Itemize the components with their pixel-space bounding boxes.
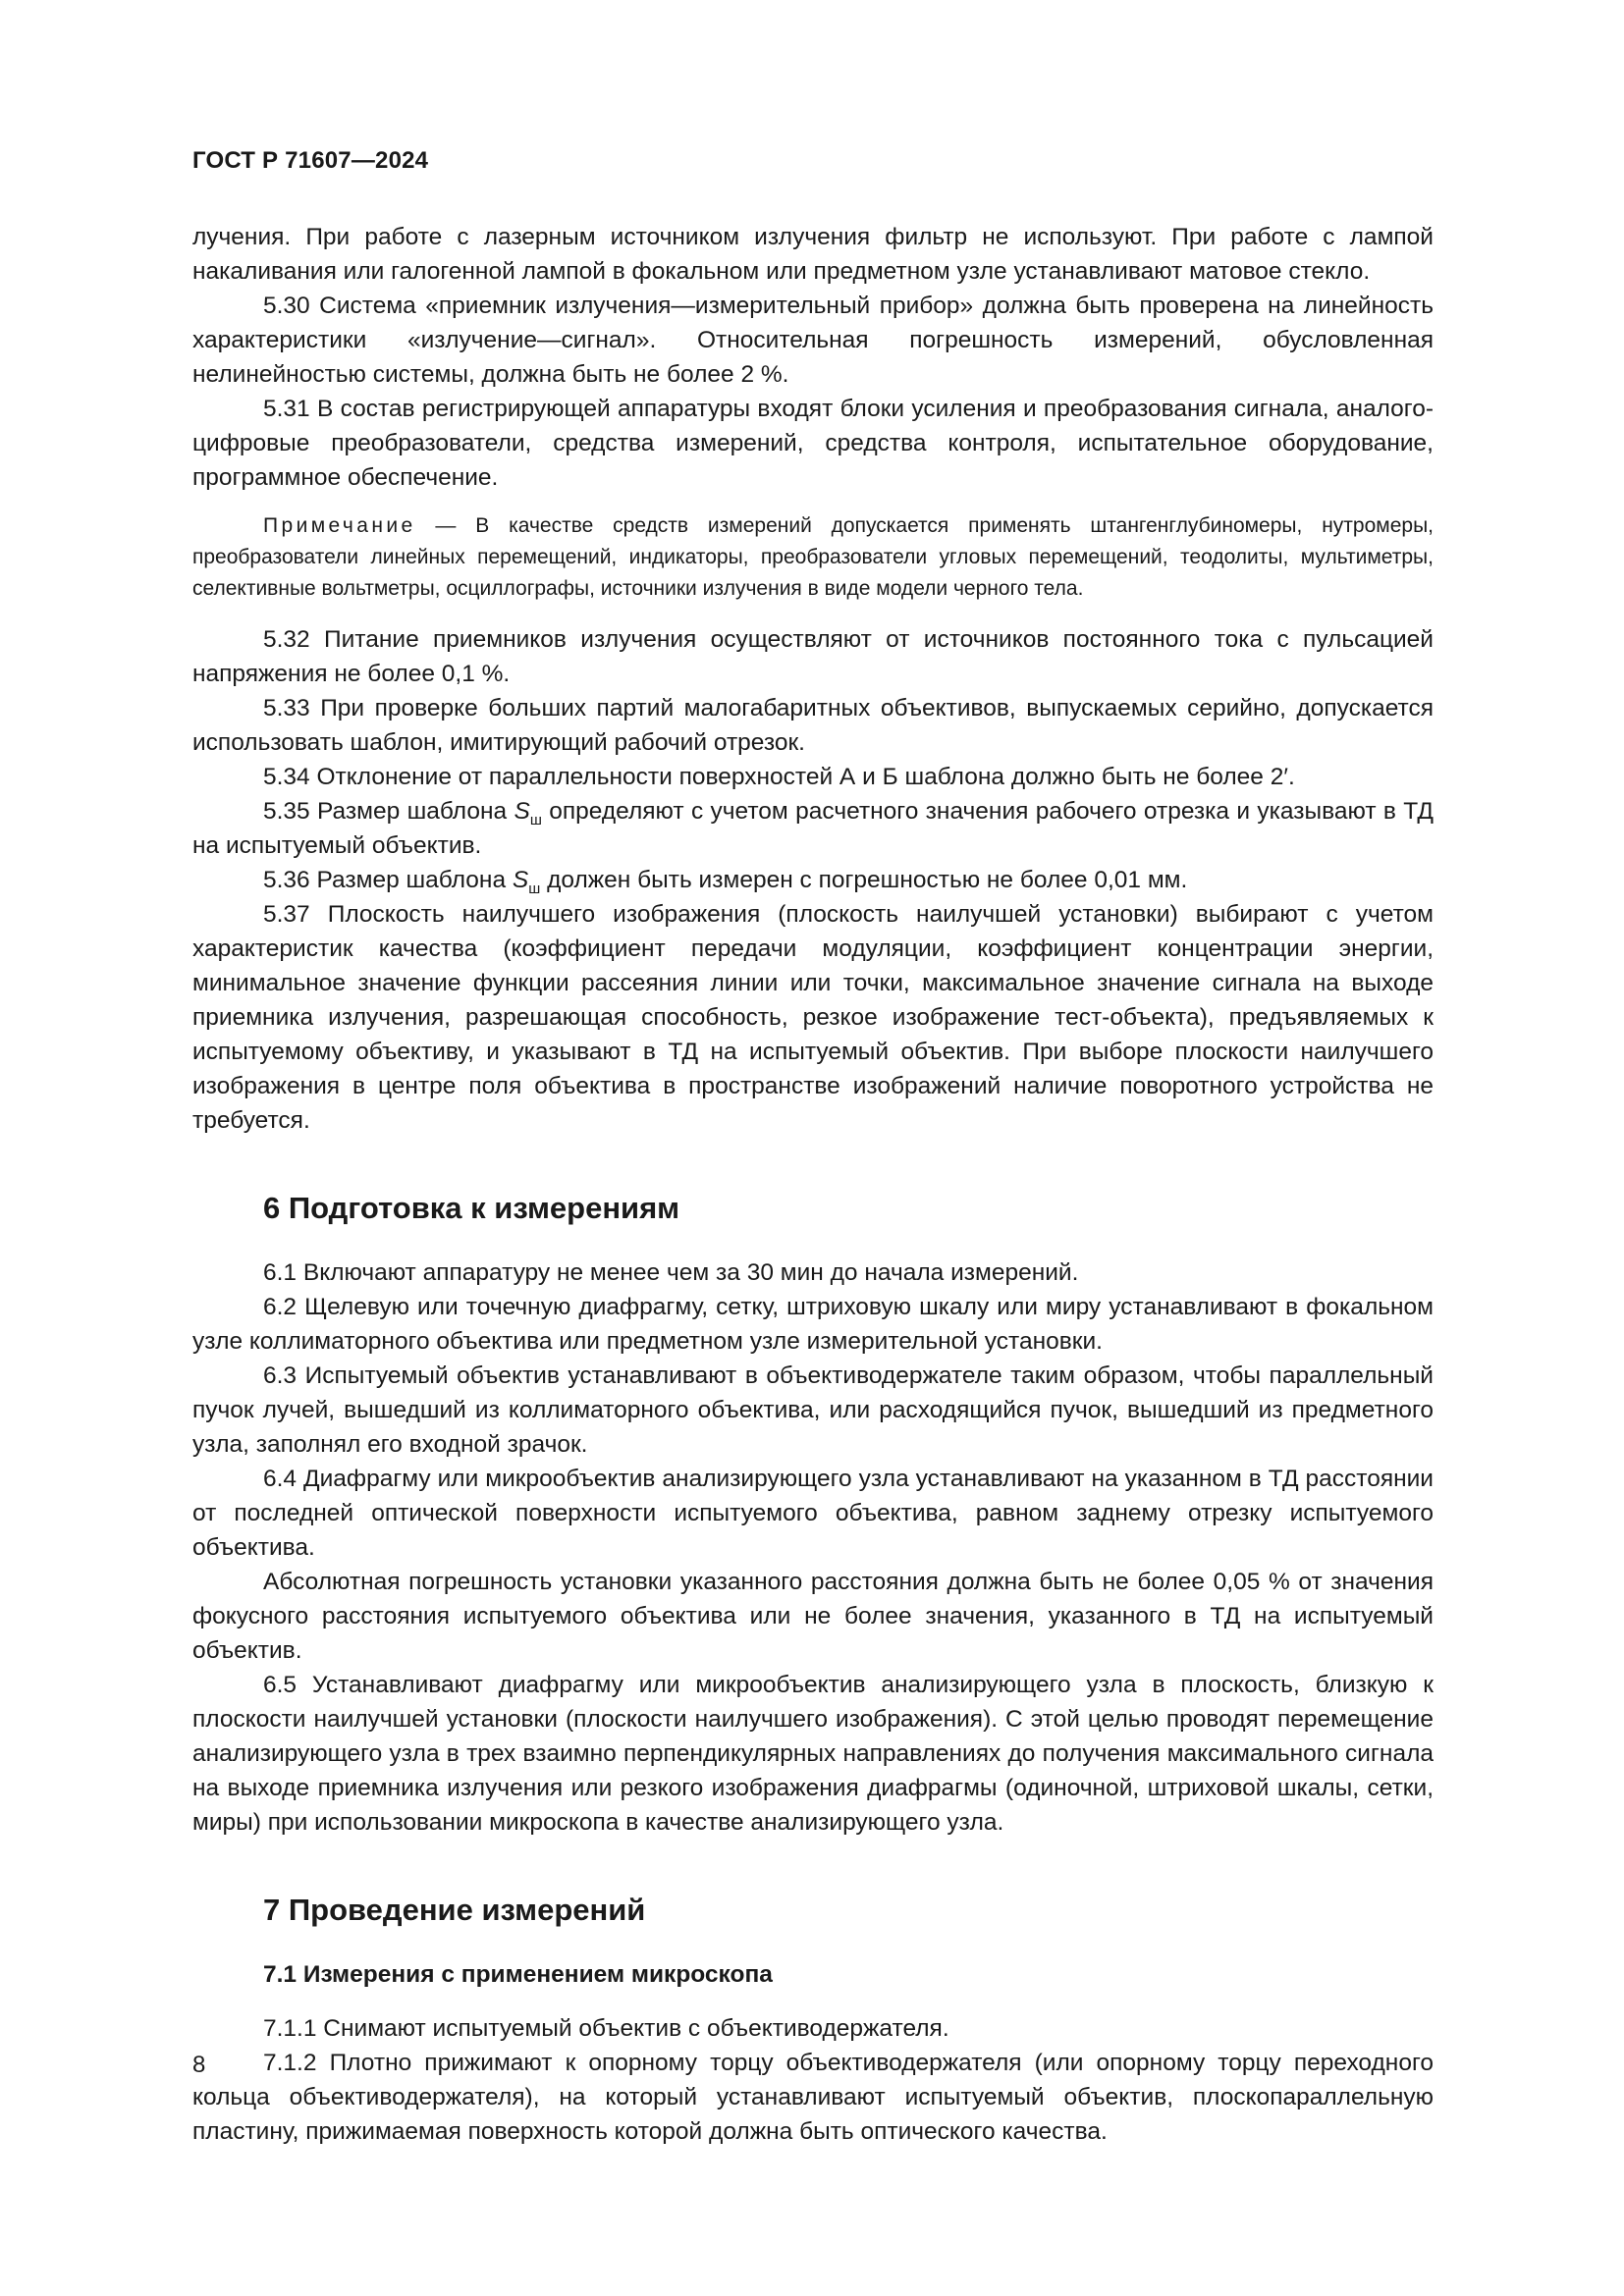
- paragraph-5-37: 5.37 Плоскость наилучшего изображения (плоскость наилучшей установки) выбирают с учетом характеристик качества (коэффициент передачи модуляции, коэффициент концентрации энергии, минимальное значение функции рассеяния линии или точки, максимальное значение сигнала на выходе приемника излучения, разрешающая способность, резкое изображение тест-объекта), предъявляемых к испытуемому объективу, и указывают в ТД на испытуемый объектив. При выборе плоскости наилучшего изображения в центре поля объектива в пространстве изображений наличие поворотного устройства не требуется.: [192, 901, 1434, 1134]
- paragraph-5-36-post: должен быть измерен с погрешностью не более 0,01 мм.: [540, 867, 1188, 893]
- template-size-subscript: ш: [529, 811, 542, 828]
- paragraph-6-2: 6.2 Щелевую или точечную диафрагму, сетку, штриховую шкалу или миру устанавливают в фокальном узле коллиматорного объектива или предметном узле измерительной установки.: [192, 1294, 1434, 1355]
- paragraph-5-36-pre: 5.36 Размер шаблона: [263, 867, 513, 893]
- template-size-symbol: S: [512, 867, 529, 893]
- section-7-heading: 7 Проведение измерений: [263, 1893, 646, 1927]
- document-body: [192, 220, 1434, 2149]
- paragraph-5-34: 5.34 Отклонение от параллельности поверхностей А и Б шаблона должно быть не более 2′.: [263, 764, 1295, 790]
- paragraph-6-5: 6.5 Устанавливают диафрагму или микрообъектив анализирующего узла в плоскость, близкую к плоскости наилучшей установки (плоскости наилучшего изображения). С этой целью проводят перемещение анализирующего узла в трех взаимно перпендикулярных направлениях до получения максимального сигнала на выходе приемника излучения или резкого изображения диафрагмы (одиночной, штриховой шкалы, сетки, миры) при использовании микроскопа в качестве анализирующего узла.: [192, 1672, 1434, 1836]
- subsection-7-1-heading: 7.1 Измерения с применением микроскопа: [263, 1961, 773, 1988]
- paragraph-5-35-pre: 5.35 Размер шаблона: [263, 798, 514, 825]
- note-text: — В качестве средств измерений допускается применять штангенглубиномеры, нутромеры, преобразователи линейных перемещений, индикаторы, преобразователи угловых перемещений, теодолиты, мультиметры, селективные вольтметры, осциллографы, источники излучения в виде модели черного тела.: [192, 514, 1434, 600]
- note-label: Примечание: [263, 514, 416, 537]
- page-number: 8: [192, 2052, 206, 2078]
- template-size-subscript: ш: [528, 880, 541, 897]
- paragraph-7-1-1: 7.1.1 Снимают испытуемый объектив с объективодержателя.: [263, 2015, 949, 2042]
- paragraph-6-1: 6.1 Включают аппаратуру не менее чем за 30 мин до начала измерений.: [263, 1259, 1079, 1286]
- paragraph-5-32: 5.32 Питание приемников излучения осуществляют от источников постоянного тока с пульсацией напряжения не более 0,1 %.: [192, 626, 1434, 687]
- paragraph-6-3: 6.3 Испытуемый объектив устанавливают в объективодержателе таким образом, чтобы параллельный пучок лучей, вышедший из коллиматорного объектива, или расходящийся пучок, вышедший из предметного узла, заполнял его входной зрачок.: [192, 1362, 1434, 1458]
- note-block: [192, 510, 1434, 605]
- paragraph-6-4: 6.4 Диафрагму или микрообъектив анализирующего узла устанавливают на указанном в ТД расстоянии от последней оптической поверхности испытуемого объектива, равном заднему отрезку испытуемого объектива.: [192, 1466, 1434, 1561]
- paragraph-5-36: [192, 863, 1434, 897]
- paragraph-5-35-post: определяют с учетом расчетного значения рабочего отрезка и указывают в ТД на испытуемый объектив.: [192, 798, 1434, 859]
- paragraph-5-30: 5.30 Система «приемник излучения—измерительный прибор» должна быть проверена на линейность характеристики «излучение—сигнал». Относительная погрешность измерений, обусловленная нелинейностью системы, должна быть не более 2 %.: [192, 293, 1434, 388]
- paragraph-continuation: лучения. При работе с лазерным источником излучения фильтр не используют. При работе с лампой накаливания или галогенной лампой в фокальном или предметном узле устанавливают матовое стекло.: [192, 224, 1434, 285]
- paragraph-5-35: [192, 794, 1434, 863]
- paragraph-5-31: 5.31 В состав регистрирующей аппаратуры входят блоки усиления и преобразования сигнала, аналого-цифровые преобразователи, средства измерений, средства контроля, испытательное оборудование, программное обеспечение.: [192, 396, 1434, 491]
- paragraph-7-1-2: 7.1.2 Плотно прижимают к опорному торцу объективодержателя (или опорному торцу переходного кольца объективодержателя), на который устанавливают испытуемый объектив, плоскопараллельную пластину, прижимаемая поверхность которой должна быть оптического качества.: [192, 2050, 1434, 2145]
- document-id-header: ГОСТ Р 71607—2024: [192, 147, 429, 174]
- template-size-symbol: S: [514, 798, 530, 825]
- section-6-heading: 6 Подготовка к измерениям: [263, 1191, 680, 1225]
- paragraph-6-4-accuracy: Абсолютная погрешность установки указанного расстояния должна быть не более 0,05 % от значения фокусного расстояния испытуемого объектива или не более значения, указанного в ТД на испытуемый объектив.: [192, 1569, 1434, 1664]
- paragraph-5-33: 5.33 При проверке больших партий малогабаритных объективов, выпускаемых серийно, допускается использовать шаблон, имитирующий рабочий отрезок.: [192, 695, 1434, 756]
